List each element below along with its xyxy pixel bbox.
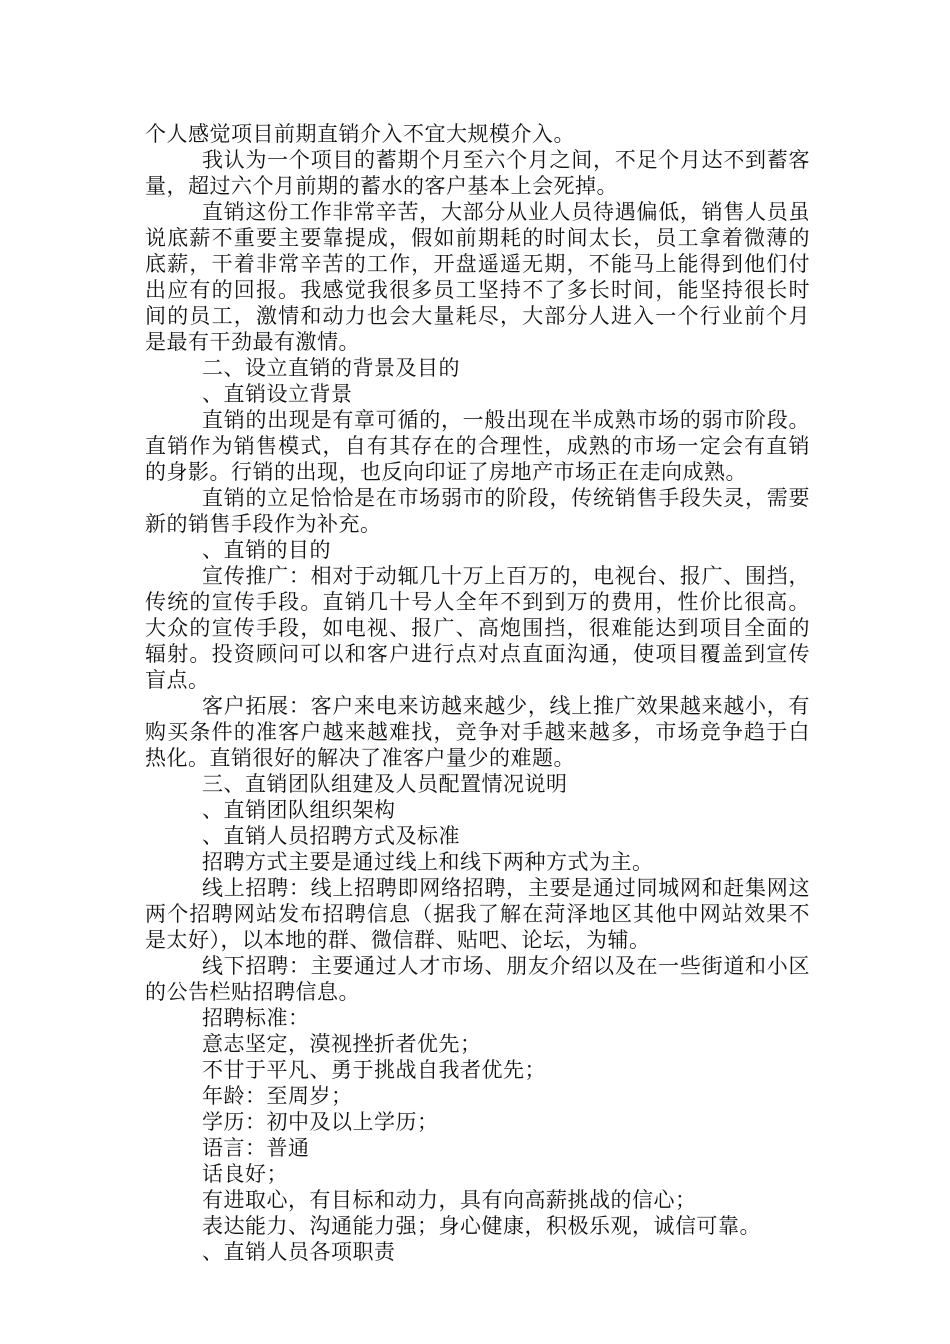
list-item: 学历：初中及以上学历； [202,1110,439,1134]
section-heading-3: 三、直销团队组建及人员配置情况说明 [202,772,568,796]
subsection-heading-purpose: 、直销的目的 [202,538,331,562]
list-item: 意志坚定，漠视挫折者优先； [202,1032,482,1056]
paragraph-6: 宣传推广：相对于动辄几十万上百万的，电视台、报广、围挡，传统的宣传手段。直销几十号人全年不到到万的费用，性价比很高。大众的宣传手段，如电视、报广、高炮围挡，很难能达到项目全面的辐射。投资顾问可以和客户进行点对点直面沟通，使项目覆盖到宣传盲点。 [145,564,810,692]
paragraph-7: 客户拓展：客户来电来访越来越少，线上推广效果越来越小，有购买条件的准客户越来越难找，竞争对手越来越多，市场竞争趋于白热化。直销很好的解决了准客户量少的难题。 [145,694,810,770]
list-item: 年龄：至周岁； [202,1084,353,1108]
list-item: 有进取心，有目标和动力，具有向高薪挑战的信心； [202,1188,697,1212]
paragraph-8: 招聘方式主要是通过线上和线下两种方式为主。 [202,850,654,874]
subsection-heading-duties: 、直销人员各项职责 [202,1240,396,1264]
subsection-heading-structure: 、直销团队组织架构 [202,798,396,822]
paragraph-5: 直销的立足恰恰是在市场弱市的阶段，传统销售手段失灵，需要新的销售手段作为补充。 [145,486,810,536]
list-item: 语言：普通 [202,1136,310,1160]
subsection-heading-background: 、直销设立背景 [202,382,353,406]
list-item: 表达能力、沟通能力强；身心健康，积极乐观，诚信可靠。 [202,1214,761,1238]
paragraph-2: 我认为一个项目的蓄期个月至六个月之间，不足个月达不到蓄客量，超过六个月前期的蓄水的客户基本上会死掉。 [145,148,810,198]
paragraph-4: 直销的出现是有章可循的，一般出现在半成熟市场的弱市阶段。直销作为销售模式，自有其存在的合理性，成熟的市场一定会有直销的身影。行销的出现，也反向印证了房地产市场正在走向成熟。 [145,408,810,484]
paragraph-9: 线上招聘：线上招聘即网络招聘，主要是通过同城网和赶集网这两个招聘网站发布招聘信息（据我了解在菏泽地区其他中网站效果不是太好），以本地的群、微信群、贴吧、论坛，为辅。 [145,876,810,952]
section-heading-2: 二、设立直销的背景及目的 [202,356,460,380]
paragraph-10: 线下招聘：主要通过人才市场、朋友介绍以及在一些街道和小区的公告栏贴招聘信息。 [145,954,810,1004]
paragraph-1: 个人感觉项目前期直销介入不宜大规模介入。 [145,122,575,146]
list-item: 话良好； [202,1162,288,1186]
list-item: 不甘于平凡、勇于挑战自我者优先； [202,1058,546,1082]
document-page [145,121,810,1265]
paragraph-3: 直销这份工作非常辛苦，大部分从业人员待遇偏低，销售人员虽说底薪不重要主要靠提成，假如前期耗的时间太长，员工拿着微薄的底薪，干着非常辛苦的工作，开盘遥遥无期，不能马上能得到他们付出应有的回报。我感觉我很多员工坚持不了多长时间，能坚持很长时间的员工，激情和动力也会大量耗尽，大部分人进入一个行业前个月是最有干劲最有激情。 [145,200,810,354]
list-heading-standards: 招聘标准： [202,1006,310,1030]
subsection-heading-recruitment: 、直销人员招聘方式及标准 [202,824,460,848]
